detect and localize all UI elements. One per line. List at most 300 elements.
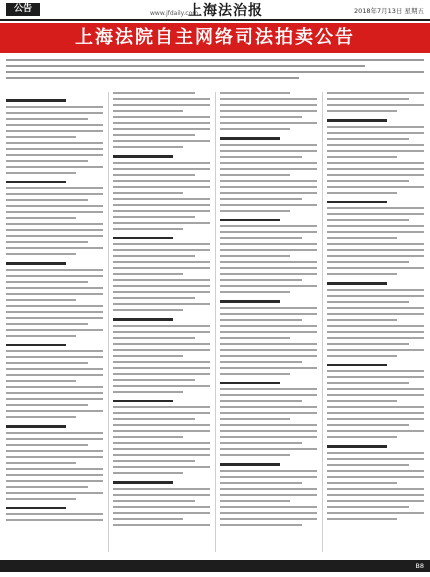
notice-text-line — [327, 249, 424, 251]
notice-text-line — [327, 400, 397, 402]
column-1 — [6, 92, 103, 552]
notice-text-line — [6, 480, 103, 482]
column-divider — [215, 92, 216, 552]
intro-paragraph — [6, 55, 424, 87]
notice-text-line — [113, 337, 195, 339]
notice-text-line — [6, 142, 103, 144]
notice-text-line — [6, 281, 88, 283]
notice-text-line — [6, 241, 88, 243]
column-divider — [108, 92, 109, 552]
notice-text-line — [220, 116, 302, 118]
notice-heading-line — [220, 382, 280, 385]
notice-text-line — [220, 249, 317, 251]
notice-text-line — [6, 416, 76, 418]
notice-text-line — [327, 406, 424, 408]
notice-text-line — [220, 388, 317, 390]
footer-notice — [0, 560, 360, 572]
notice-text-line — [220, 343, 317, 345]
notice-text-line — [327, 319, 397, 321]
notice-text-line — [6, 293, 103, 295]
notice-text-line — [327, 92, 424, 94]
paper-name: 上海法治报 — [188, 3, 263, 19]
notice-heading-line — [6, 262, 66, 265]
issue-date: 2018年7月13日 星期五 — [353, 7, 424, 15]
notice-text-line — [113, 104, 210, 106]
notice-text-line — [113, 228, 183, 230]
notice-text-line — [6, 492, 103, 494]
notice-text-line — [113, 391, 183, 393]
notice-text-line — [220, 349, 317, 351]
notice-heading-line — [327, 119, 387, 122]
notice-heading-line — [6, 181, 66, 184]
notice-text-line — [113, 249, 210, 251]
notice-text-line — [113, 192, 183, 194]
notice-text-line — [113, 373, 210, 375]
notice-text-line — [220, 313, 317, 315]
notice-text-line — [113, 448, 210, 450]
notice-text-line — [113, 291, 210, 293]
notice-text-line — [6, 148, 103, 150]
notice-text-line — [327, 168, 424, 170]
notice-text-line — [6, 438, 103, 440]
notice-text-line — [113, 285, 210, 287]
notice-text-line — [327, 186, 424, 188]
notice-text-line — [220, 436, 317, 438]
notice-text-line — [6, 323, 88, 325]
notice-text-line — [6, 106, 103, 108]
notice-text-line — [327, 464, 409, 466]
masthead — [0, 0, 430, 20]
intro-text-line — [6, 77, 299, 79]
masthead-website: www.jfdaily.com — [150, 10, 199, 17]
notice-text-line — [327, 470, 424, 472]
notice-text-line — [113, 168, 210, 170]
notice-text-line — [327, 349, 424, 351]
notice-text-line — [220, 367, 317, 369]
notice-text-line — [6, 362, 88, 364]
section-label: 公告 — [6, 3, 40, 16]
notice-text-line — [327, 412, 424, 414]
notice-text-line — [327, 156, 397, 158]
notice-heading-line — [113, 481, 173, 484]
notice-text-line — [327, 488, 424, 490]
intro-text-line — [6, 71, 424, 73]
notice-text-line — [6, 392, 103, 394]
notice-text-line — [220, 122, 317, 124]
notice-text-line — [220, 494, 317, 496]
notice-text-line — [220, 476, 317, 478]
notice-text-line — [6, 247, 103, 249]
notice-text-line — [220, 337, 290, 339]
notice-text-line — [6, 368, 103, 370]
notice-text-line — [220, 448, 317, 450]
notice-text-line — [113, 466, 210, 468]
notice-text-line — [113, 331, 210, 333]
notice-text-line — [327, 301, 409, 303]
notice-text-line — [327, 180, 409, 182]
notice-heading-line — [327, 364, 387, 367]
page-number: B8 — [415, 562, 424, 570]
notice-text-line — [220, 186, 317, 188]
notice-text-line — [220, 500, 290, 502]
notice-text-line — [113, 379, 195, 381]
notice-text-line — [327, 307, 424, 309]
notice-text-line — [327, 192, 397, 194]
notice-text-line — [220, 243, 317, 245]
notice-text-line — [113, 92, 195, 94]
notice-text-line — [113, 279, 210, 281]
notice-text-line — [220, 482, 302, 484]
notice-text-line — [113, 222, 210, 224]
notice-text-line — [220, 400, 302, 402]
notice-text-line — [6, 513, 103, 515]
notice-text-line — [327, 331, 424, 333]
notice-text-line — [6, 305, 103, 307]
notice-text-line — [327, 138, 409, 140]
notice-text-line — [6, 450, 103, 452]
notice-text-line — [220, 470, 317, 472]
notice-text-line — [220, 273, 317, 275]
notice-text-line — [6, 235, 103, 237]
notice-text-line — [220, 394, 317, 396]
notice-text-line — [6, 350, 103, 352]
notice-text-line — [220, 174, 290, 176]
notice-text-line — [6, 380, 76, 382]
notice-text-line — [327, 418, 424, 420]
notice-text-line — [113, 406, 210, 408]
notice-text-line — [327, 225, 424, 227]
notice-text-line — [113, 367, 210, 369]
notice-text-line — [113, 273, 183, 275]
notice-text-line — [327, 219, 409, 221]
notice-text-line — [6, 172, 76, 174]
notice-text-line — [220, 255, 290, 257]
notice-text-line — [220, 424, 317, 426]
notice-heading-line — [6, 507, 66, 510]
notice-text-line — [113, 436, 183, 438]
notice-text-line — [6, 275, 103, 277]
notice-text-line — [327, 295, 424, 297]
notice-text-line — [113, 261, 210, 263]
notice-text-line — [220, 98, 317, 100]
notice-text-line — [327, 213, 424, 215]
notice-text-line — [327, 150, 424, 152]
notice-text-line — [220, 506, 317, 508]
notice-text-line — [6, 154, 103, 156]
notice-text-line — [220, 225, 317, 227]
notice-text-line — [220, 373, 290, 375]
notice-text-line — [6, 160, 88, 162]
column-3 — [220, 92, 317, 552]
notice-text-line — [327, 458, 424, 460]
notice-text-line — [220, 237, 302, 239]
notice-title: 上海法院自主网络司法拍卖公告 — [75, 27, 355, 48]
notice-text-line — [327, 376, 424, 378]
notice-text-line — [6, 410, 103, 412]
notice-text-line — [327, 494, 424, 496]
notice-text-line — [113, 524, 210, 526]
notice-text-line — [220, 518, 317, 520]
notice-text-line — [113, 506, 210, 508]
notice-text-line — [113, 122, 210, 124]
notice-text-line — [6, 118, 88, 120]
notice-text-line — [327, 255, 424, 257]
notice-text-line — [6, 486, 88, 488]
notice-text-line — [6, 269, 103, 271]
notice-heading-line — [220, 463, 280, 466]
notice-text-line — [327, 506, 409, 508]
notice-text-line — [113, 267, 210, 269]
notice-text-line — [6, 299, 76, 301]
notice-text-line — [113, 512, 210, 514]
notice-text-line — [6, 287, 103, 289]
notice-heading-line — [6, 344, 66, 347]
notice-heading-line — [327, 282, 387, 285]
notice-text-line — [6, 432, 103, 434]
notice-text-line — [113, 146, 183, 148]
notice-text-line — [113, 309, 183, 311]
notice-text-line — [220, 261, 317, 263]
notice-text-line — [113, 198, 210, 200]
notice-text-line — [220, 442, 302, 444]
notice-text-line — [6, 498, 76, 500]
notice-text-line — [327, 261, 409, 263]
notice-text-line — [113, 460, 195, 462]
notice-text-line — [327, 243, 424, 245]
intro-text-line — [6, 65, 365, 67]
notice-text-line — [220, 406, 317, 408]
column-divider — [322, 92, 323, 552]
notice-heading-line — [113, 237, 173, 240]
notice-text-line — [220, 331, 317, 333]
notice-text-line — [6, 317, 103, 319]
notice-heading-line — [220, 137, 280, 140]
notice-text-line — [113, 488, 210, 490]
notice-heading-line — [6, 425, 66, 428]
notice-text-line — [113, 361, 210, 363]
notice-text-line — [220, 512, 317, 514]
intro-text-line — [6, 59, 424, 61]
notice-text-line — [113, 442, 210, 444]
notice-text-line — [220, 325, 317, 327]
notice-text-line — [113, 418, 195, 420]
notice-text-line — [220, 204, 317, 206]
notice-text-line — [6, 187, 103, 189]
notice-heading-line — [113, 318, 173, 321]
notice-text-line — [113, 349, 210, 351]
notice-heading-line — [220, 300, 280, 303]
notice-text-line — [327, 355, 397, 357]
notice-text-line — [6, 462, 76, 464]
notice-text-line — [113, 343, 210, 345]
notice-text-line — [327, 500, 424, 502]
notice-text-line — [327, 482, 397, 484]
notice-text-line — [113, 98, 210, 100]
notice-text-line — [220, 180, 317, 182]
notice-text-line — [113, 243, 210, 245]
notice-text-line — [220, 156, 302, 158]
notice-text-line — [220, 144, 317, 146]
notice-text-line — [113, 385, 210, 387]
notice-text-line — [6, 229, 103, 231]
notice-text-line — [327, 104, 424, 106]
notice-text-line — [220, 285, 317, 287]
notice-text-line — [327, 518, 397, 520]
notice-text-line — [327, 110, 397, 112]
notice-text-line — [327, 370, 424, 372]
notice-text-line — [220, 355, 317, 357]
notice-text-line — [220, 210, 290, 212]
notice-text-line — [6, 404, 88, 406]
notice-text-line — [327, 430, 424, 432]
notice-text-line — [113, 494, 210, 496]
notice-heading-line — [6, 99, 66, 102]
notice-text-line — [220, 162, 317, 164]
notice-text-line — [327, 382, 409, 384]
notice-text-line — [113, 128, 210, 130]
notice-text-line — [113, 518, 183, 520]
column-4 — [327, 92, 424, 552]
notice-text-line — [220, 168, 317, 170]
notice-heading-line — [220, 219, 280, 222]
notice-text-line — [327, 273, 397, 275]
notice-heading-line — [113, 400, 173, 403]
notice-text-line — [113, 116, 210, 118]
notice-text-line — [6, 124, 103, 126]
notice-columns — [6, 92, 424, 552]
notice-text-line — [113, 255, 195, 257]
notice-text-line — [327, 237, 397, 239]
notice-text-line — [113, 325, 210, 327]
notice-text-line — [6, 223, 103, 225]
notice-text-line — [327, 162, 424, 164]
notice-text-line — [6, 519, 103, 521]
notice-text-line — [327, 289, 424, 291]
notice-text-line — [113, 297, 195, 299]
notice-text-line — [220, 524, 302, 526]
notice-text-line — [6, 329, 103, 331]
notice-text-line — [220, 92, 290, 94]
notice-text-line — [113, 180, 210, 182]
notice-text-line — [327, 436, 397, 438]
notice-text-line — [6, 211, 103, 213]
notice-text-line — [113, 174, 195, 176]
notice-text-line — [327, 337, 424, 339]
notice-text-line — [113, 210, 210, 212]
notice-text-line — [6, 468, 103, 470]
notice-text-line — [6, 193, 103, 195]
notice-text-line — [6, 456, 103, 458]
notice-text-line — [327, 231, 424, 233]
notice-text-line — [220, 192, 317, 194]
notice-text-line — [113, 355, 183, 357]
notice-text-line — [327, 343, 409, 345]
notice-heading-line — [113, 155, 173, 158]
notice-text-line — [220, 307, 317, 309]
notice-text-line — [220, 291, 290, 293]
notice-text-line — [6, 166, 103, 168]
notice-text-line — [6, 374, 103, 376]
notice-text-line — [220, 279, 302, 281]
notice-heading-line — [327, 201, 387, 204]
notice-text-line — [113, 186, 210, 188]
notice-text-line — [113, 472, 183, 474]
masthead-rule — [0, 19, 430, 21]
notice-text-line — [220, 430, 317, 432]
notice-text-line — [6, 217, 76, 219]
notice-text-line — [113, 162, 210, 164]
footer-bar — [0, 560, 430, 572]
notice-text-line — [220, 150, 317, 152]
title-banner — [0, 23, 430, 53]
notice-text-line — [113, 110, 183, 112]
notice-text-line — [113, 216, 195, 218]
notice-text-line — [220, 231, 317, 233]
notice-text-line — [113, 204, 210, 206]
notice-text-line — [220, 267, 317, 269]
notice-text-line — [6, 398, 103, 400]
notice-text-line — [220, 128, 290, 130]
notice-text-line — [220, 418, 290, 420]
notice-text-line — [6, 112, 103, 114]
notice-text-line — [220, 110, 317, 112]
notice-text-line — [6, 335, 76, 337]
notice-text-line — [6, 199, 88, 201]
notice-text-line — [113, 500, 195, 502]
notice-text-line — [6, 356, 103, 358]
notice-text-line — [220, 412, 317, 414]
notice-text-line — [327, 313, 424, 315]
notice-text-line — [327, 476, 424, 478]
notice-text-line — [327, 207, 424, 209]
notice-text-line — [220, 454, 290, 456]
notice-text-line — [220, 488, 317, 490]
notice-text-line — [6, 311, 103, 313]
notice-text-line — [327, 325, 424, 327]
column-2 — [113, 92, 210, 552]
notice-text-line — [6, 205, 103, 207]
notice-text-line — [327, 98, 409, 100]
notice-text-line — [113, 140, 210, 142]
notice-text-line — [113, 412, 210, 414]
notice-text-line — [327, 267, 424, 269]
notice-text-line — [327, 174, 424, 176]
notice-text-line — [327, 424, 409, 426]
notice-text-line — [220, 104, 317, 106]
notice-text-line — [113, 303, 210, 305]
notice-text-line — [327, 132, 424, 134]
notice-text-line — [6, 253, 76, 255]
notice-text-line — [6, 474, 103, 476]
notice-text-line — [113, 424, 210, 426]
notice-text-line — [6, 136, 76, 138]
notice-text-line — [220, 319, 302, 321]
notice-text-line — [327, 388, 424, 390]
notice-text-line — [220, 361, 302, 363]
notice-text-line — [327, 144, 424, 146]
notice-text-line — [6, 130, 103, 132]
notice-text-line — [327, 512, 424, 514]
notice-text-line — [327, 126, 424, 128]
notice-text-line — [327, 452, 424, 454]
notice-heading-line — [327, 445, 387, 448]
notice-text-line — [113, 454, 210, 456]
notice-text-line — [113, 430, 210, 432]
notice-text-line — [113, 134, 195, 136]
notice-text-line — [6, 386, 103, 388]
notice-text-line — [6, 444, 88, 446]
notice-text-line — [327, 394, 424, 396]
